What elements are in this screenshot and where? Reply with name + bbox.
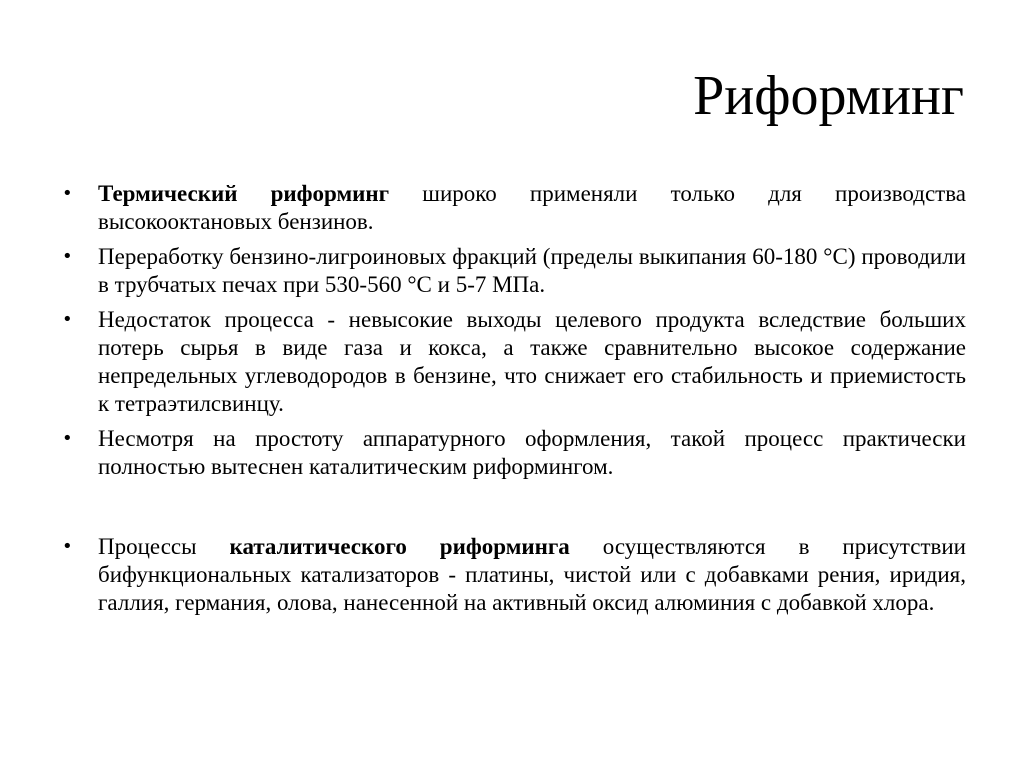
bullet-bold-term: Термический риформинг bbox=[98, 181, 390, 206]
bullet-text: Переработку бензино-лигроиновых фракций (пределы выкипания 60-180 °С) проводили в трубчатых печах при 530-560 °С и 5-7 МПа. bbox=[98, 244, 966, 297]
bullet-marker: • bbox=[62, 183, 73, 204]
bullet-item-displaced bbox=[62, 425, 966, 481]
bullet-lead: Процессы bbox=[98, 534, 230, 559]
bullet-text: Несмотря на простоту аппаратурного оформления, такой процесс практически полностью вытеснен каталитическим риформингом. bbox=[98, 426, 966, 479]
bullet-list bbox=[62, 180, 966, 624]
bullet-item-feedstock bbox=[62, 243, 966, 299]
bullet-marker: • bbox=[62, 536, 73, 557]
bullet-item-catalytic-reforming bbox=[62, 533, 966, 617]
bullet-bold-term: каталитического риформинга bbox=[229, 534, 570, 559]
bullet-body: осуществляются в присутствии бифункциональных катализаторов - платины, чистой или с добавками рения, иридия, галлия, германия, олова, нанесенной на активный оксид алюминия с добавкой хлора. bbox=[98, 534, 966, 615]
bullet-item-drawback bbox=[62, 306, 966, 418]
bullet-text bbox=[98, 180, 966, 236]
bullet-text bbox=[98, 533, 966, 617]
bullet-item-thermal-reforming bbox=[62, 180, 966, 236]
bullet-body: широко применяли только для производства высокооктановых бензинов. bbox=[98, 181, 966, 234]
bullet-marker: • bbox=[62, 428, 73, 449]
bullet-marker: • bbox=[62, 246, 73, 267]
bullet-text: Недостаток процесса - невысокие выходы целевого продукта вследствие больших потерь сырья в виде газа и кокса, а также сравнительно высокое содержание непредельных углеводородов в бензине, что снижает его стабильность и приемистость к тетраэтилсвинцу. bbox=[98, 307, 966, 416]
bullet-marker: • bbox=[62, 309, 73, 330]
slide-title: Риформинг bbox=[693, 65, 964, 127]
